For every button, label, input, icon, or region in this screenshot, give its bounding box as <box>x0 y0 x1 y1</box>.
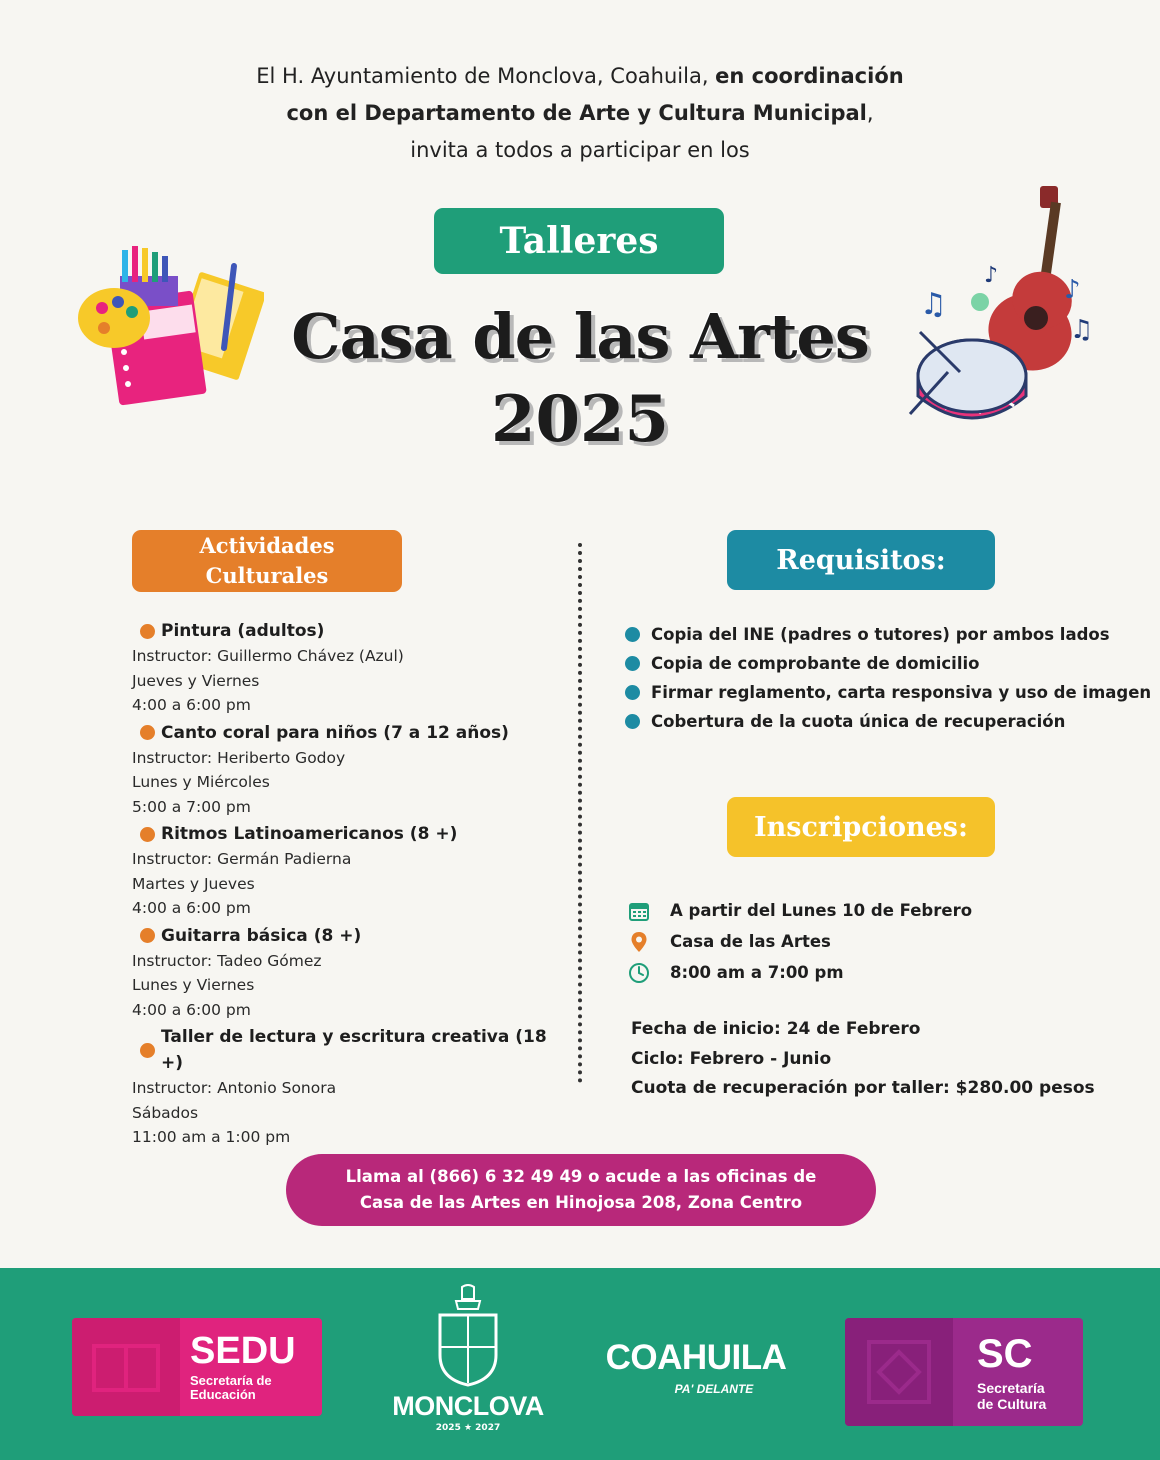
activity-name <box>132 821 572 847</box>
sedu-pattern <box>72 1318 180 1416</box>
activity-instructor: Instructor: Germán Padierna <box>132 850 352 868</box>
coahuila-tagline: PA' DELANTE <box>674 1382 754 1396</box>
monclova-years: 2025 ★ 2027 <box>435 1423 501 1433</box>
svg-text:♪: ♪ <box>984 263 999 288</box>
intro-text <box>0 58 1160 169</box>
main-title: Casa de las Artes <box>291 300 869 373</box>
list-item <box>132 618 572 718</box>
location-pin-icon <box>627 930 651 954</box>
registration-details <box>627 895 1107 988</box>
bullet-icon <box>625 627 640 642</box>
registration-date: A partir del Lunes 10 de Febrero <box>670 901 973 920</box>
activity-name <box>132 618 572 644</box>
svg-text:♫: ♫ <box>1070 315 1094 345</box>
activity-days: Lunes y Miércoles <box>132 773 270 791</box>
book-icon <box>72 1318 180 1416</box>
contact-line-1: Llama al (866) 6 32 49 49 o acude a las oficinas de <box>345 1167 817 1186</box>
coahuila-name: COAHUILA <box>605 1338 787 1377</box>
course-cycle: Ciclo: Febrero - Junio <box>631 1048 832 1069</box>
activity-name <box>132 923 572 949</box>
list-item <box>132 1024 572 1150</box>
bullet-icon <box>140 624 155 639</box>
intro-line-1-bold: en coordinación <box>715 64 904 88</box>
calendar-icon <box>627 899 651 923</box>
activity-name <box>132 720 572 746</box>
course-fee: Cuota de recuperación por taller: $280.00 pesos <box>631 1078 1095 1098</box>
activity-instructor: Instructor: Guillermo Chávez (Azul) <box>132 647 404 665</box>
activity-name-text: Pintura (adultos) <box>161 621 325 641</box>
contact-banner <box>286 1154 876 1226</box>
activities-heading <box>132 530 402 592</box>
activities-heading-line-2: Culturales <box>205 563 329 588</box>
sc-logo <box>845 1318 1083 1426</box>
svg-text:♪: ♪ <box>1064 275 1081 305</box>
requirement-text: Copia del INE (padres o tutores) por ambos lados <box>651 625 1110 644</box>
activity-name <box>132 1024 572 1076</box>
intro-line-1 <box>0 58 1160 95</box>
monclova-shield-icon <box>432 1283 504 1387</box>
activity-days: Sábados <box>132 1103 199 1122</box>
intro-line-2-plain: , <box>866 101 874 125</box>
registration-hours-row <box>627 957 1107 988</box>
intro-line-2 <box>0 95 1160 132</box>
activity-days: Jueves y Viernes <box>132 671 260 690</box>
bullet-icon <box>625 656 640 671</box>
sedu-logo <box>72 1318 322 1416</box>
requirement-text: Cobertura de la cuota única de recuperación <box>651 712 1066 731</box>
bullet-icon <box>140 1043 155 1058</box>
requirements-heading: Requisitos: <box>727 530 995 590</box>
main-title-year: 2025 <box>490 382 670 457</box>
registration-place: Casa de las Artes <box>670 932 831 951</box>
start-date: Fecha de inicio: 24 de Febrero <box>631 1019 921 1039</box>
sedu-sub-1: Secretaría de <box>190 1373 272 1388</box>
bullet-icon <box>140 725 155 740</box>
activity-instructor: Instructor: Heriberto Godoy <box>132 748 346 767</box>
requirements-list <box>623 620 1153 736</box>
monclova-logo <box>376 1283 560 1443</box>
activity-days: Lunes y Viernes <box>132 976 255 994</box>
activity-time: 11:00 am a 1:00 pm <box>132 1128 291 1146</box>
sc-sub-1: Secretaría <box>977 1380 1045 1396</box>
monclova-name: MONCLOVA <box>392 1391 544 1421</box>
bullet-icon <box>140 827 155 842</box>
sc-pattern <box>845 1318 953 1426</box>
sedu-sub-2: Educación <box>190 1387 256 1402</box>
activities-heading-line-1: Actividades <box>199 533 335 558</box>
svg-text:♫: ♫ <box>920 287 947 322</box>
sedu-name: SEDU <box>190 1330 296 1372</box>
list-item <box>132 821 572 921</box>
activities-list <box>132 618 572 1152</box>
list-item <box>132 923 572 1023</box>
activity-days: Martes y Jueves <box>132 874 255 893</box>
bullet-icon <box>625 714 640 729</box>
coahuila-logo <box>583 1338 809 1404</box>
intro-line-3: invita a todos a participar en los <box>410 138 750 162</box>
activity-time: 4:00 a 6:00 pm <box>132 899 251 917</box>
activity-instructor: Instructor: Tadeo Gómez <box>132 951 322 970</box>
requirement-text: Copia de comprobante de domicilio <box>651 654 980 673</box>
diamond-icon <box>845 1318 953 1426</box>
intro-line-1-plain: El H. Ayuntamiento de Monclova, Coahuila, <box>256 64 716 88</box>
activity-time: 5:00 a 7:00 pm <box>132 797 251 816</box>
sc-name: SC <box>977 1332 1033 1376</box>
sc-sub-2: de Cultura <box>977 1396 1047 1412</box>
list-item <box>623 620 1153 649</box>
registration-date-row <box>627 895 1107 926</box>
bullet-icon <box>140 928 155 943</box>
dotted-divider <box>578 543 582 1083</box>
clock-icon <box>627 961 651 985</box>
activity-instructor: Instructor: Antonio Sonora <box>132 1079 337 1097</box>
list-item <box>132 720 572 820</box>
course-info <box>631 1015 1131 1104</box>
activity-time: 4:00 a 6:00 pm <box>132 696 251 714</box>
registration-place-row <box>627 926 1107 957</box>
bullet-icon <box>625 685 640 700</box>
registration-hours: 8:00 am a 7:00 pm <box>670 963 844 982</box>
contact-line-2: Casa de las Artes en Hinojosa 208, Zona Centro <box>359 1193 803 1212</box>
activity-time: 4:00 a 6:00 pm <box>132 1000 251 1019</box>
registration-heading: Inscripciones: <box>727 797 995 857</box>
list-item <box>623 707 1153 736</box>
requirement-text: Firmar reglamento, carta responsiva y uso de imagen <box>651 683 1152 702</box>
list-item <box>623 649 1153 678</box>
intro-line-2-bold: con el Departamento de Arte y Cultura Municipal <box>286 101 867 125</box>
list-item <box>623 678 1153 707</box>
activity-name-text: Taller de lectura y escritura creativa (18 +) <box>161 1027 547 1073</box>
activity-name-text: Canto coral para niños (7 a 12 años) <box>161 722 509 743</box>
talleres-badge: Talleres <box>434 208 724 274</box>
activity-name-text: Ritmos Latinoamericanos (8 +) <box>161 824 458 844</box>
activity-name-text: Guitarra básica (8 +) <box>161 925 362 946</box>
